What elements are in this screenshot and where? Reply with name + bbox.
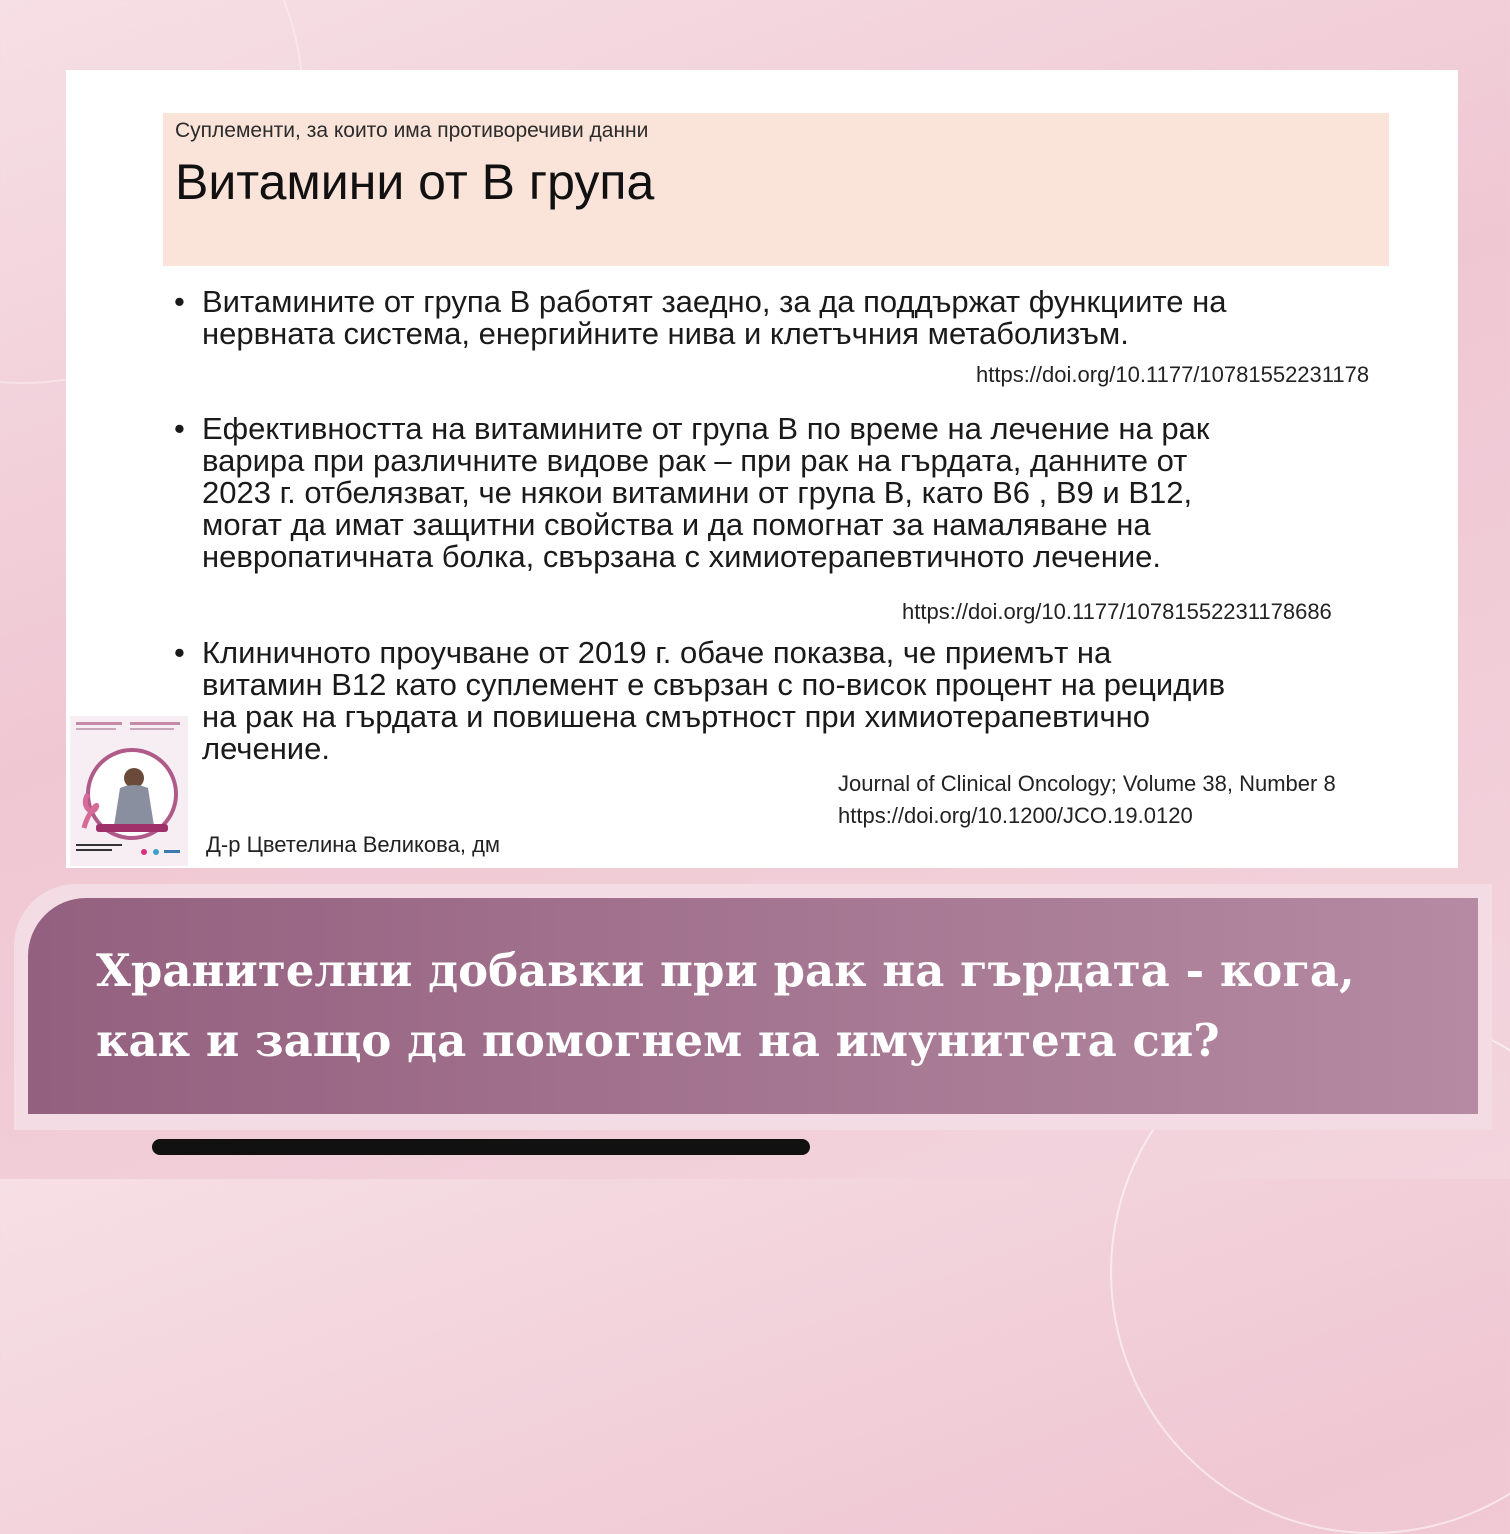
bullet-text: Клиничното проучване от 2019 г. обаче показва, че приемът на витамин В12 като суплемент е свързан с по-висок процент на рецидив на рак на гърдата и повишена смъртност при химиотерапевтично лечение. (202, 635, 1226, 766)
home-indicator[interactable] (152, 1139, 810, 1155)
bullet-dot: • (174, 635, 185, 670)
slide-subtitle: Суплементи, за които има противоречиви данни (175, 119, 649, 142)
caption-banner (28, 898, 1478, 1114)
bullet-dot: • (174, 411, 185, 446)
bullet-dot: • (174, 284, 185, 319)
banner-title: Хранителни добавки при рак на гърдата - кога, как и защо да помогнем на имунитета си? (96, 944, 1355, 1067)
reference-journal: Journal of Clinical Oncology; Volume 38, Number 8 (838, 771, 1336, 796)
slide-title: Витамини от В група (175, 154, 655, 210)
reference-link: https://doi.org/10.1177/10781552231178686 (902, 599, 1332, 624)
author-name: Д-р Цветелина Великова, дм (206, 832, 501, 857)
presentation-slide (66, 70, 1458, 868)
reference-link: https://doi.org/10.1200/JCO.19.0120 (838, 803, 1193, 828)
slide-header (163, 113, 1389, 266)
bullet-text: Витамините от група В работят заедно, за да поддържат функциите на нервната система, енергийните нива и клетъчния метаболизъм. (202, 284, 1227, 351)
event-poster-thumbnail (70, 716, 188, 866)
reference-link: https://doi.org/10.1177/10781552231178 (976, 362, 1370, 387)
bullet-text: Ефективността на витамините от група В по време на лечение на рак варира при различните видове рак – при рак на гърдата, данните от 2023 г. отбелязват, че някои витамини от група В, като В6 , В9 и В12, могат да имат защитни свойства и да помогнат за намаляване на невропатичната болка, свързана с химиотерапевтичното лечение. (202, 411, 1210, 574)
